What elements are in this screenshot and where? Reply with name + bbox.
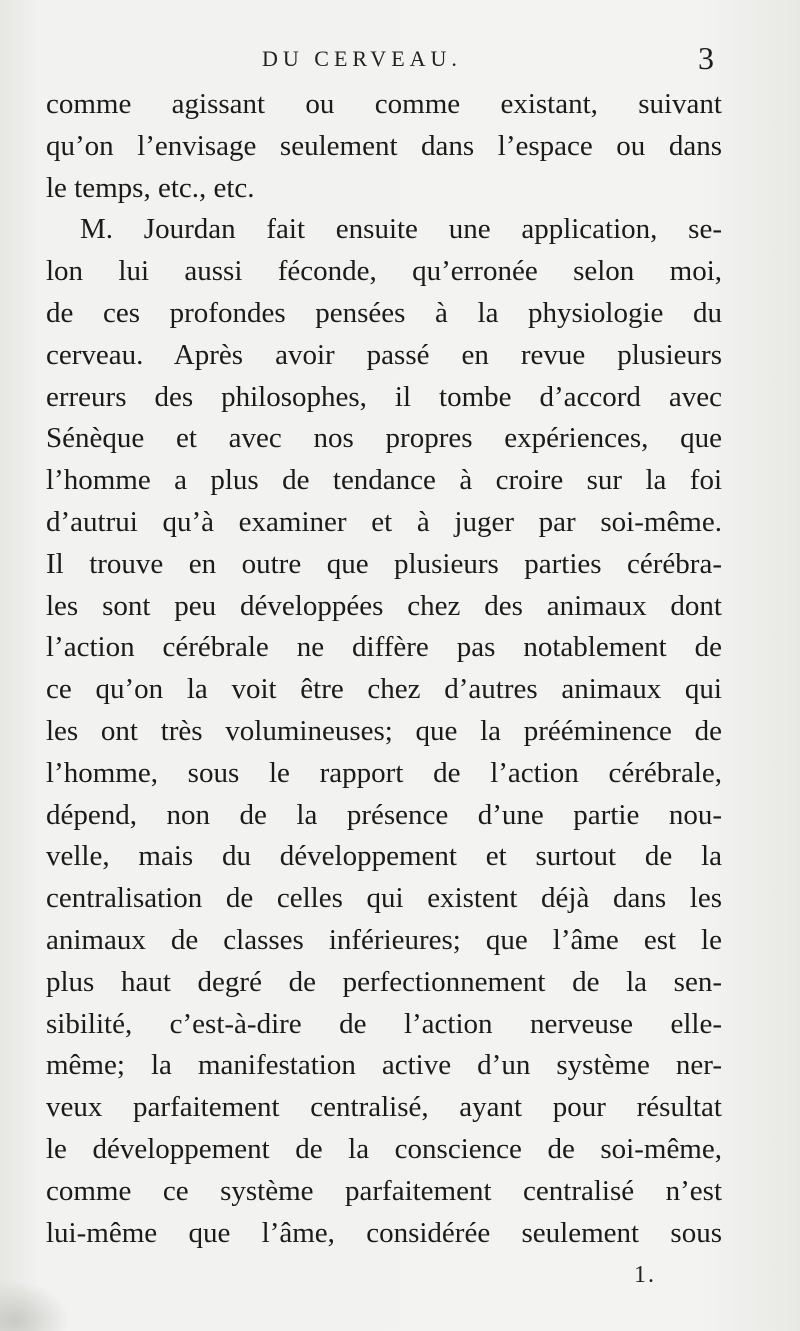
text-line: veux parfaitement centralisé, ayant pour résultat: [46, 1091, 722, 1124]
text-line: lui-même que l’âme, considérée seulement sous: [46, 1216, 722, 1249]
text-line: même; la manifestation active d’un système ner-: [46, 1049, 722, 1082]
text-line: de ces profondes pensées à la physiologie du: [46, 296, 722, 329]
text-line: les ont très volumineuses; que la prééminence de: [46, 714, 722, 747]
text-line: les sont peu développées chez des animaux dont: [46, 589, 722, 622]
text-line: lon lui aussi féconde, qu’erronée selon moi,: [46, 255, 722, 288]
text-line: sibilité, c’est-à-dire de l’action nerveuse elle-: [46, 1007, 722, 1040]
text-line: cerveau. Après avoir passé en revue plusieurs: [46, 338, 722, 371]
running-title: DU CERVEAU.: [262, 46, 462, 71]
text-line: animaux de classes inférieures; que l’âme est le: [46, 923, 722, 956]
text-line: l’action cérébrale ne diffère pas notablement de: [46, 631, 722, 664]
text-line: velle, mais du développement et surtout de la: [46, 840, 722, 873]
text-line: l’homme, sous le rapport de l’action cérébrale,: [46, 756, 722, 789]
text-line: le développement de la conscience de soi-même,: [46, 1132, 722, 1165]
text-line: d’autrui qu’à examiner et à juger par soi-même.: [46, 505, 722, 538]
text-line: l’homme a plus de tendance à croire sur la foi: [46, 464, 722, 497]
text-line: le temps, etc., etc.: [46, 171, 255, 204]
text-line: comme ce système parfaitement centralisé n’est: [46, 1174, 722, 1207]
text-line: centralisation de celles qui existent déjà dans les: [46, 882, 722, 915]
text-line: plus haut degré de perfectionnement de la sen-: [46, 965, 722, 998]
page-corner-smudge: [0, 1280, 70, 1331]
text-line: erreurs des philosophes, il tombe d’accord avec: [46, 380, 722, 413]
text-line: Sénèque et avec nos propres expériences, que: [46, 422, 722, 455]
body-text: [46, 84, 722, 1254]
text-line: comme agissant ou comme existant, suivant: [46, 88, 722, 120]
page-header: [0, 42, 800, 82]
text-line: M. Jourdan fait ensuite une application, se-: [80, 213, 722, 246]
text-line: Il trouve en outre que plusieurs parties cérébra-: [46, 547, 722, 580]
page-number: 3: [698, 40, 714, 76]
text-line: dépend, non de la présence d’une partie nou-: [46, 798, 722, 831]
text-line: qu’on l’envisage seulement dans l’espace ou dans: [46, 129, 722, 162]
signature-mark: 1.: [634, 1262, 656, 1288]
text-line: ce qu’on la voit être chez d’autres animaux qui: [46, 673, 722, 706]
